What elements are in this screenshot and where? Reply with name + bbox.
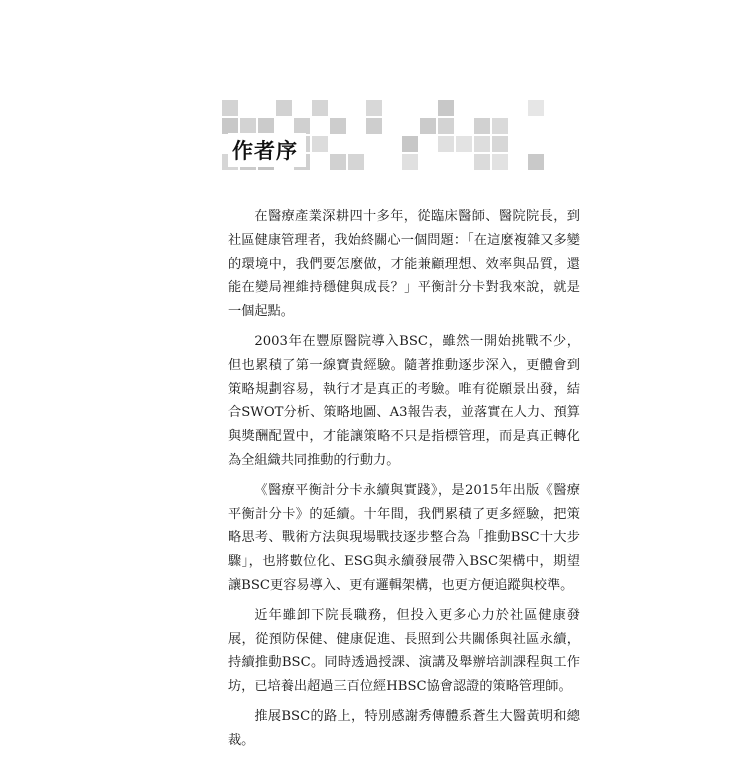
page-title: 作者序 bbox=[228, 133, 306, 167]
pattern-square bbox=[330, 154, 346, 170]
paragraph: 《醫療平衡計分卡永續與實踐》，是2015年出版《醫療平衡計分卡》的延續。十年間，我們累積了更多經驗，把策略思考、戰術方法與現場戰技逐步整合為「推動BSC十大步驟」，也將數位化、ESG與永續發展帶入BSC架構中，期望讓BSC更容易導入、更有邏輯架構，也更方便追蹤與校準。 bbox=[228, 482, 580, 593]
pattern-square bbox=[528, 100, 544, 116]
pattern-square bbox=[312, 136, 328, 152]
preface-body bbox=[228, 205, 580, 759]
pattern-square bbox=[222, 118, 238, 134]
paragraph: 推展BSC的路上，特別感謝秀傳體系蒼生大醫黃明和總裁。 bbox=[228, 708, 580, 748]
pattern-square bbox=[456, 136, 472, 152]
pattern-square bbox=[438, 118, 454, 134]
pattern-square bbox=[312, 100, 328, 116]
pattern-square bbox=[474, 136, 490, 152]
pattern-square bbox=[222, 100, 238, 116]
pattern-square bbox=[492, 154, 508, 170]
paragraph: 在醫療產業深耕四十多年，從臨床醫師、醫院院長，到社區健康管理者，我始終關心一個問題：「在這麼複雜又多變的環境中，我們要怎麼做，才能兼顧理想、效率與品質，還能在變局裡維持穩健與成長？」平衡計分卡對我來說，就是一個起點。 bbox=[228, 209, 580, 320]
pattern-square bbox=[240, 118, 256, 134]
pattern-square bbox=[492, 136, 508, 152]
pattern-square bbox=[330, 118, 346, 134]
pattern-square bbox=[366, 100, 382, 116]
pattern-square bbox=[366, 118, 382, 134]
pattern-square bbox=[348, 154, 364, 170]
pattern-square bbox=[276, 100, 292, 116]
pattern-square bbox=[258, 118, 274, 134]
pattern-square bbox=[438, 136, 454, 152]
paragraph: 近年雖卸下院長職務，但投入更多心力於社區健康發展，從預防保健、健康促進、長照到公共關係與社區永續，持續推動BSC。同時透過授課、演講及舉辦培訓課程與工作坊，已培養出超過三百位經HBSC協會認證的策略管理師。 bbox=[228, 607, 580, 695]
pattern-square bbox=[528, 154, 544, 170]
pattern-square bbox=[402, 154, 418, 170]
pattern-square bbox=[402, 136, 418, 152]
pattern-square bbox=[438, 100, 454, 116]
pattern-square bbox=[492, 118, 508, 134]
pattern-square bbox=[294, 118, 310, 134]
pattern-square bbox=[420, 118, 436, 134]
pattern-square bbox=[474, 154, 490, 170]
pattern-square bbox=[474, 118, 490, 134]
paragraph: 2003年在豐原醫院導入BSC，雖然一開始挑戰不少，但也累積了第一線寶貴經驗。隨著推動逐步深入，更體會到策略規劃容易，執行才是真正的考驗。唯有從願景出發，結合SWOT分析、策略地圖、A3報告表，並落實在人力、預算與獎酬配置中，才能讓策略不只是指標管理，而是真正轉化為全組織共同推動的行動力。 bbox=[228, 333, 580, 468]
